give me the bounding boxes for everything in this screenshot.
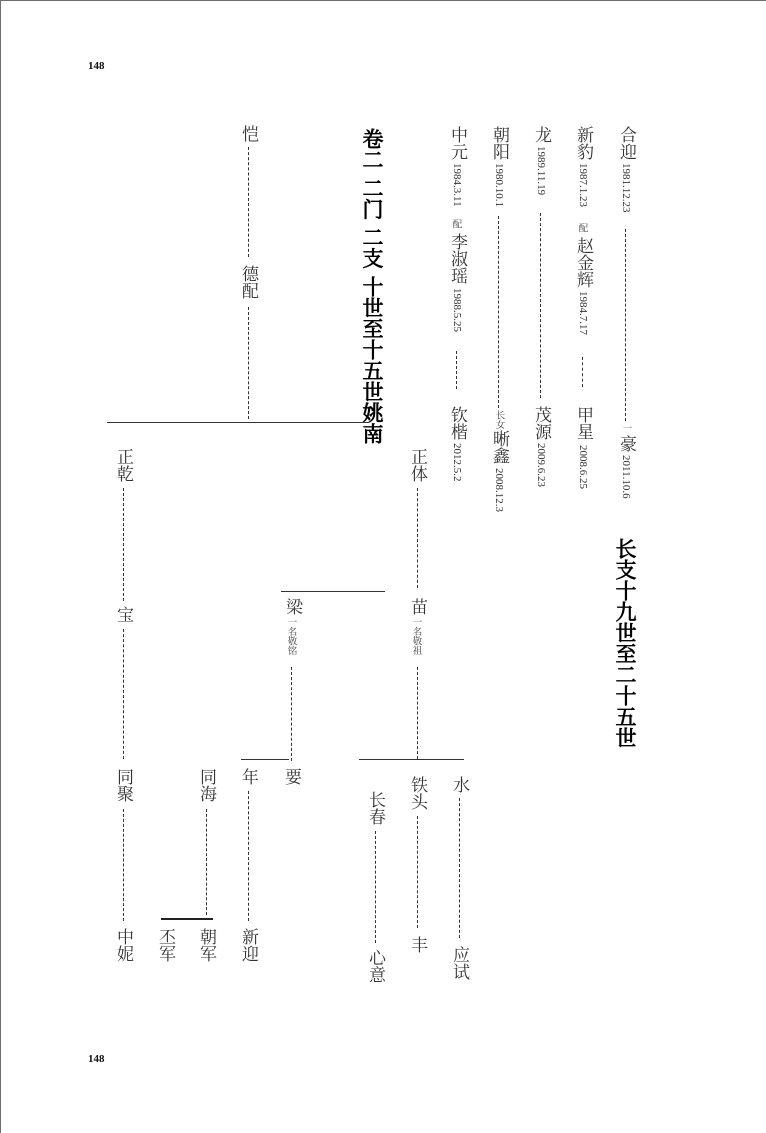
name-xixin: 晰鑫	[489, 430, 509, 464]
date-zhaojinhui: 1984.7.17	[577, 291, 589, 335]
date-lishuyao: 1988.5.25	[451, 288, 463, 332]
line-xinbao	[582, 357, 583, 387]
line-shui	[459, 798, 460, 938]
date-chaoyang: 1980.10.1	[493, 163, 505, 207]
name-jiaxing: 甲星	[573, 406, 593, 440]
name-xinying: 新迎	[238, 928, 258, 962]
name-xinbao: 新豹	[573, 126, 593, 160]
name-feng: 丰	[407, 936, 427, 953]
page-number-bottom: 148	[88, 1053, 105, 1065]
name-heying: 合迎	[616, 126, 636, 160]
page-number-top: 148	[88, 60, 105, 72]
section-title-center: 卷二 二门 二支 十世至十五世姚南	[360, 128, 385, 444]
name-yao: 要	[281, 768, 301, 785]
note-pei-2: 配	[450, 219, 462, 229]
date-xixin: 2008.12.3	[493, 468, 505, 512]
line-liang	[291, 667, 292, 761]
line-zhongyuan	[456, 351, 457, 389]
name-miao: 苗	[407, 598, 427, 615]
name-zhongyuan: 中元	[447, 126, 467, 160]
hline-gen11	[107, 422, 369, 423]
name-tonghai: 同海	[196, 768, 216, 802]
date-long: 1989.11.19	[535, 146, 547, 196]
name-lishuyao: 李淑瑶	[447, 233, 467, 284]
line-kai	[248, 147, 249, 257]
name-chaojun: 朝军	[196, 928, 216, 962]
line-depei	[248, 307, 249, 419]
note-miao-alt: 一名敬祖	[410, 617, 422, 655]
line-changchun	[375, 831, 376, 943]
date-zhongyuan: 1984.3.11	[451, 163, 463, 207]
date-heying: 1981.12.23	[620, 163, 632, 213]
name-zhaojinhui: 赵金辉	[573, 237, 593, 288]
name-long: 龙	[531, 126, 551, 143]
line-heying	[625, 229, 626, 421]
name-hao: 豪	[616, 435, 636, 452]
line-bao	[123, 629, 124, 759]
name-shui: 水	[449, 776, 469, 793]
name-nian: 年	[238, 768, 258, 785]
date-hao: 2011.10.6	[620, 455, 632, 499]
line-miao	[417, 667, 418, 759]
line-tonghai	[206, 809, 207, 915]
name-zhengti: 正体	[407, 448, 427, 482]
name-qinkai: 钦楷	[447, 406, 467, 440]
note-pei-1: 配	[576, 223, 588, 233]
hline-liang-children	[241, 759, 289, 760]
line-long	[540, 213, 541, 398]
hline-tonghai-children	[161, 918, 213, 920]
name-yingshi: 应试	[449, 946, 469, 980]
line-zhengqian	[123, 488, 124, 601]
name-zhengqian: 正乾	[113, 448, 133, 482]
name-depei: 德配	[238, 265, 258, 299]
hline-gen13	[281, 591, 385, 592]
name-maoyuan: 茂源	[531, 406, 551, 440]
hline-miao-children	[359, 759, 464, 760]
date-xinbao: 1987.1.23	[577, 163, 589, 207]
line-tongju	[123, 809, 124, 921]
date-jiaxing: 2008.6.25	[577, 445, 589, 489]
name-bao: 宝	[113, 606, 133, 623]
name-xinyi: 心意	[365, 949, 385, 983]
note-zhangnv: 长女	[493, 410, 505, 429]
name-tongju: 同聚	[113, 768, 133, 802]
name-changchun: 长春	[365, 791, 385, 825]
date-maoyuan: 2009.6.23	[535, 443, 547, 487]
line-chaoyang	[498, 216, 499, 408]
name-liang: 梁	[282, 598, 302, 615]
name-tietou: 铁头	[407, 776, 427, 810]
line-tietou	[417, 816, 418, 928]
note-yi: 一	[620, 423, 632, 433]
section-title-right: 长支十九世至二十五世	[613, 538, 638, 748]
line-zhengti	[417, 488, 418, 588]
note-liang-alt: 一名敬铭	[285, 617, 297, 655]
name-chaoyang: 朝阳	[489, 126, 509, 160]
date-qinkai: 2012.5.2	[451, 443, 463, 482]
line-nian	[248, 791, 249, 921]
name-kai: 恺	[238, 125, 258, 142]
name-zhongni: 中妮	[113, 928, 133, 962]
name-peijun: 丕军	[155, 928, 175, 962]
